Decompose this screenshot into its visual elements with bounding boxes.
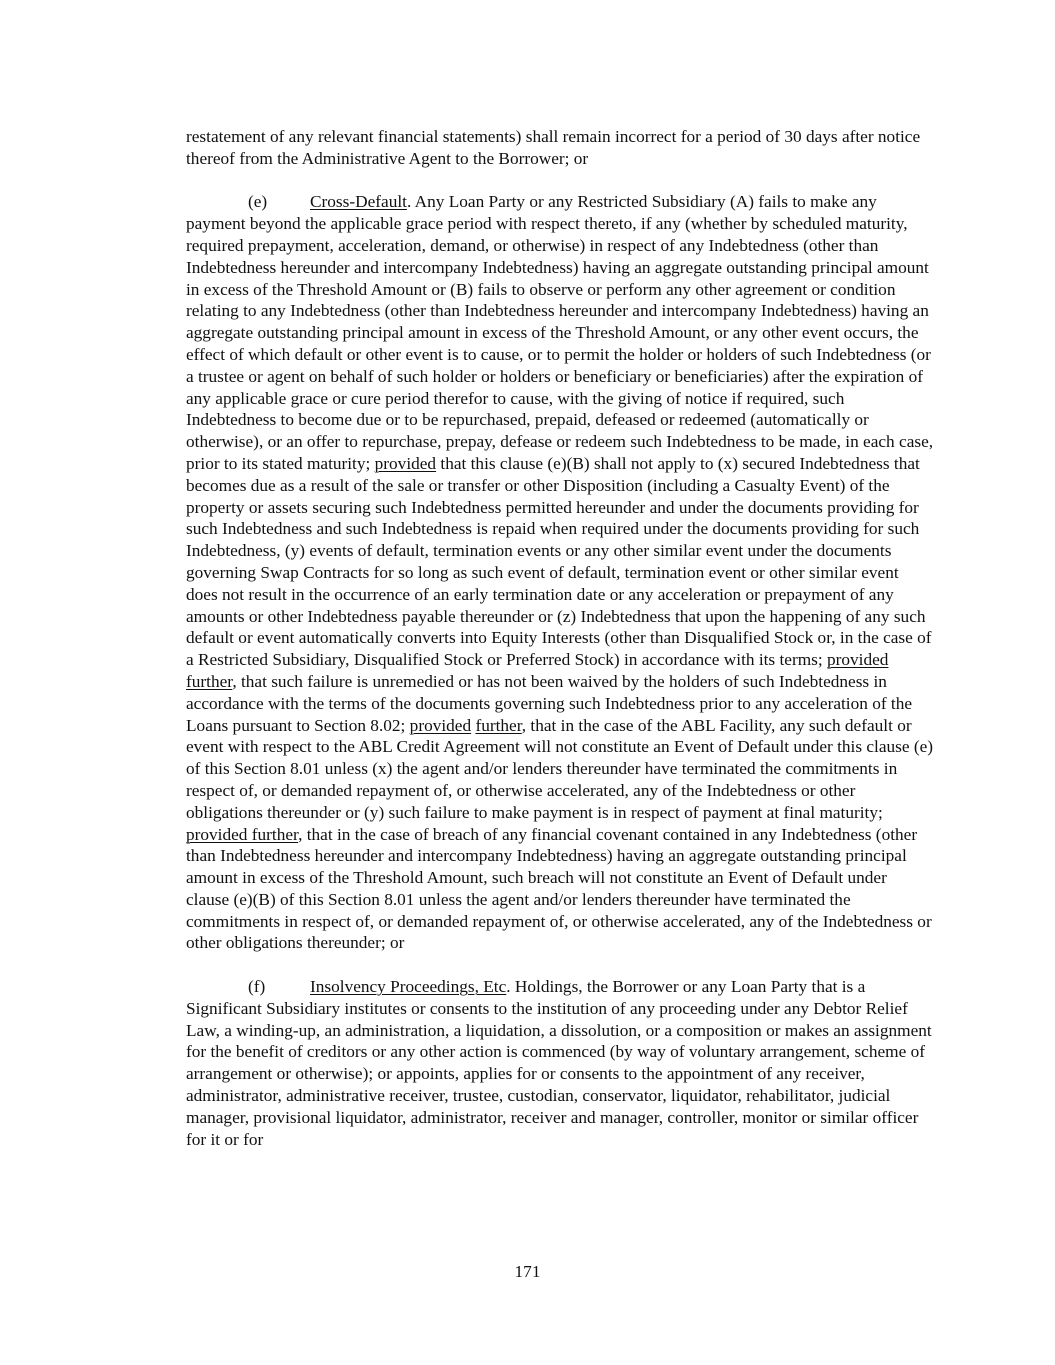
clause-e-paragraph [186, 191, 934, 954]
further-term: further [475, 715, 522, 735]
provided-term: provided [409, 715, 472, 735]
provided-term: provided [827, 650, 889, 670]
continuation-text: restatement of any relevant financial statements) shall remain incorrect for a period of 30 days after notice thereof from the Administrative Agent to the Borrower; or [186, 127, 921, 168]
clause-f-heading: Insolvency Proceedings, Etc [310, 977, 507, 997]
continuation-paragraph [186, 126, 934, 170]
clause-e-text-5: , that in the case of breach of any financial covenant contained in any Indebtedness (other than Indebtedness hereunder and intercompany Indebtedness) having an aggregate outstanding principal amount in excess of the Threshold Amount, such breach will not constitute an Event of Default under clause (e)(B) of this Section 8.01 unless the agent and/or lenders thereunder have terminated the commitments in respect of, or demanded repayment of, or otherwise accelerated, any of the Indebtedness or other obligations thereunder; or [186, 824, 932, 953]
clause-e-text-2: that this clause (e)(B) shall not apply to (x) secured Indebtedness that becomes due as a result of the sale or transfer or other Disposition (including a Casualty Event) of the property or assets securing such Indebtedness permitted hereunder and under the documents providing for such Indebtedness and such Indebtedness is repaid when required under the documents providing for such Indebtedness, (y) events of default, termination events or any other similar event under the documents governing Swap Contracts for so long as such event of default, termination event or other similar event does not result in the occurrence of an early termination date or any acceleration or prepayment of any amounts or other Indebtedness payable thereunder or (z) Indebtedness that upon the happening of any such default or event automatically converts into Equity Interests (other than Disqualified Stock or, in the case of a Restricted Subsidiary, Disqualified Stock or Preferred Stock) in accordance with its terms; [186, 453, 932, 670]
clause-e-heading: Cross-Default [310, 192, 407, 212]
clause-f-paragraph [186, 976, 934, 1150]
clause-e-text-1: . Any Loan Party or any Restricted Subsidiary (A) fails to make any payment beyond the applicable grace period with respect thereto, if any (whether by scheduled maturity, required prepayment, acceleration, demand, or otherwise) in respect of any Indebtedness (other than Indebtedness hereunder and intercompany Indebtedness) having an aggregate outstanding principal amount in excess of the Threshold Amount or (B) fails to observe or perform any other agreement or condition relating to any Indebtedness (other than Indebtedness hereunder and intercompany Indebtedness) having an aggregate outstanding principal amount in excess of the Threshold Amount, or any other event occurs, the effect of which default or other event is to cause, or to permit the holder or holders of such Indebtedness (or a trustee or agent on behalf of such holder or holders or beneficiary or beneficiaries) after the expiration of any applicable grace or cure period therefor to cause, with the giving of notice if required, such Indebtedness to become due or to be repurchased, prepaid, defeased or redeemed (automatically or otherwise), or an offer to repurchase, prepay, defease or redeem such Indebtedness to be made, in each case, prior to its stated maturity; [186, 192, 934, 473]
clause-f-text-1: . Holdings, the Borrower or any Loan Party that is a Significant Subsidiary institutes or consents to the institution of any proceeding under any Debtor Relief Law, a winding-up, an administration, a liquidation, a dissolution, or a composition or makes an assignment for the benefit of creditors or any other action is commenced (by way of voluntary arrangement, scheme of arrangement or otherwise); or appoints, applies for or consents to the appointment of any receiver, administrator, administrative receiver, trustee, custodian, conservator, liquidator, rehabilitator, judicial manager, provisional liquidator, administrator, receiver and manager, controller, monitor or similar officer for it or for [186, 977, 932, 1149]
clause-e-text-3: , that such failure is unremedied or has not been waived by the holders of such Indebtedness in accordance with the terms of the documents governing such Indebtedness prior to any acceleration of the Loans pursuant to Section 8.02; [186, 671, 913, 735]
clause-f-number: (f) [248, 977, 266, 997]
provided-further-term: provided further [186, 824, 299, 844]
clause-e-number: (e) [248, 192, 268, 212]
page-number: 171 [514, 1262, 541, 1281]
clause-e-text-4: , that in the case of the ABL Facility, any such default or event with respect to the ABL Credit Agreement will not constitute an Event of Default under this clause (e) of this Section 8.01 unless (x) the agent and/or lenders thereunder have terminated the commitments in respect of, or demanded repayment of, or otherwise accelerated, any of the Indebtedness or other obligations thereunder or (y) such failure to make payment is in respect of payment at final maturity; [186, 715, 934, 822]
further-term: further [186, 671, 233, 691]
document-body [186, 126, 934, 1172]
provided-term: provided [374, 453, 437, 473]
